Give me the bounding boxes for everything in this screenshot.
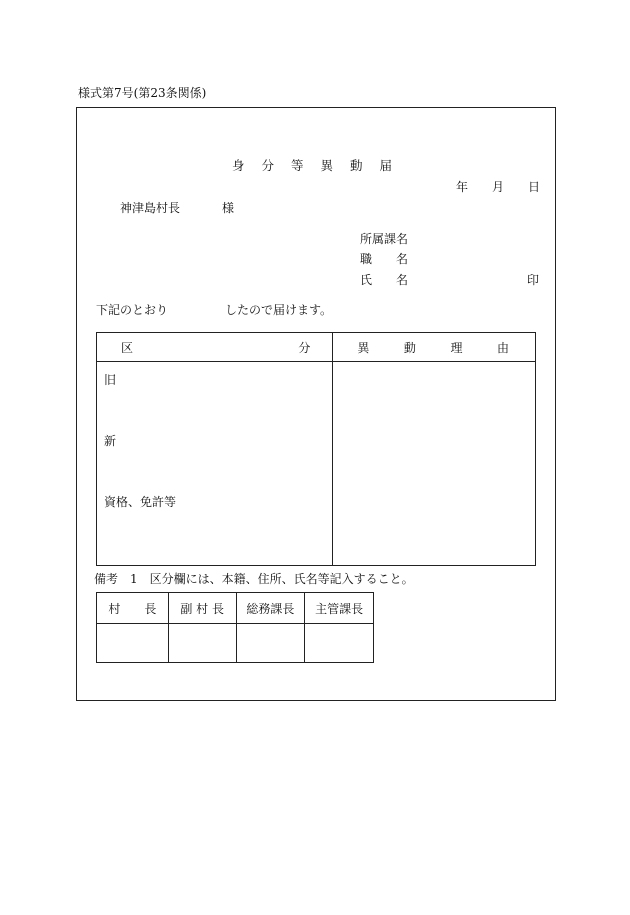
date-day: 日 (528, 180, 541, 194)
reason-header-char: 理 (450, 340, 463, 355)
category-qualifications: 資格、免許等 (104, 495, 177, 509)
position-label: 職 名 (360, 252, 409, 266)
form-label: 様式第7号(第23条関係) (78, 86, 207, 100)
addressee-suffix: 様 (222, 201, 235, 215)
approval-stamp-general-affairs[interactable] (236, 624, 305, 663)
seal-mark: 印 (527, 273, 540, 287)
addressee: 神津島村長 (120, 201, 181, 215)
intro-text-after: したので届けます。 (225, 303, 333, 317)
approval-stamp-mayor[interactable] (97, 624, 169, 663)
category-header-b: 分 (298, 340, 311, 355)
category-cell[interactable] (97, 362, 333, 566)
category-header (97, 333, 333, 362)
date-year: 年 (456, 180, 469, 194)
name-label: 氏 名 (360, 273, 409, 287)
approval-header-general-affairs: 総務課長 (236, 593, 305, 624)
category-header-a: 区 (121, 340, 134, 355)
department-label: 所属課名 (360, 232, 409, 246)
intro-text-before: 下記のとおり (96, 303, 169, 317)
reason-header (333, 333, 536, 362)
reason-cell[interactable] (333, 362, 536, 566)
approval-stamp-vice-mayor[interactable] (168, 624, 236, 663)
change-table (96, 332, 536, 566)
reason-header-char: 由 (496, 340, 509, 355)
approval-header-mayor: 村 長 (97, 593, 169, 624)
remarks-note: 備考 1 区分欄には、本籍、住所、氏名等記入すること。 (94, 572, 414, 586)
approval-table (96, 592, 374, 663)
approval-header-vice-mayor: 副 村 長 (168, 593, 236, 624)
approval-header-department: 主管課長 (305, 593, 374, 624)
reason-header-char: 異 (357, 340, 370, 355)
reason-header-char: 動 (403, 340, 416, 355)
category-new: 新 (104, 434, 117, 448)
date-month: 月 (492, 180, 505, 194)
category-old: 旧 (104, 373, 117, 387)
approval-stamp-department[interactable] (305, 624, 374, 663)
form-title: 身 分 等 異 動 届 (232, 158, 392, 173)
date-line (456, 178, 540, 192)
